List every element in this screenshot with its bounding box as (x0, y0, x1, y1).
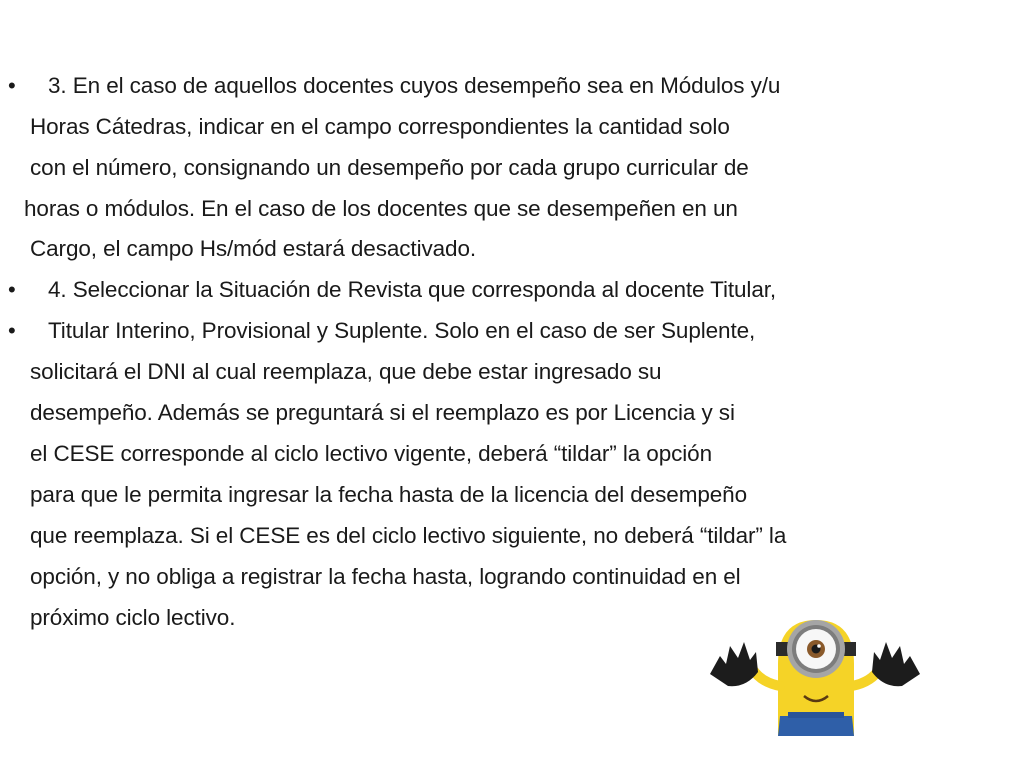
text-line-3: con el número, consignando un desempeño por cada grupo curricular de (30, 155, 749, 180)
text-line-4: horas o módulos. En el caso de los docentes que se desempeñen en un (24, 196, 738, 221)
text-line-13: opción, y no obliga a registrar la fecha hasta, logrando continuidad en el (30, 564, 741, 589)
text-line-12: que reemplaza. Si el CESE es del ciclo lectivo siguiente, no deberá “tildar” la (30, 523, 787, 548)
text-line-5: Cargo, el campo Hs/mód estará desactivado. (30, 236, 477, 261)
minion-image (700, 612, 930, 736)
text-line-1: 3. En el caso de aquellos docentes cuyos desempeño sea en Módulos y/u (48, 73, 781, 98)
text-line-11: para que le permita ingresar la fecha hasta de la licencia del desempeño (30, 482, 747, 507)
bullet-4: • (8, 277, 16, 302)
text-line-7: Titular Interino, Provisional y Suplente. Solo en el caso de ser Suplente, (48, 318, 756, 343)
text-line-8: solicitará el DNI al cual reemplaza, que debe estar ingresado su (30, 359, 662, 384)
left-glove-icon (710, 642, 758, 686)
bullet-5: • (8, 318, 16, 343)
bullet-3: • (8, 73, 16, 98)
right-glove-icon (872, 642, 920, 686)
text-line-14: próximo ciclo lectivo. (30, 605, 236, 630)
minion-overalls (778, 716, 854, 736)
text-line-6: 4. Seleccionar la Situación de Revista que corresponda al docente Titular, (48, 277, 777, 302)
text-line-2: Horas Cátedras, indicar en el campo correspondientes la cantidad solo (30, 114, 730, 139)
text-line-9: desempeño. Además se preguntará si el reemplazo es por Licencia y si (30, 400, 735, 425)
text-line-10: el CESE corresponde al ciclo lectivo vigente, deberá “tildar” la opción (30, 441, 713, 466)
